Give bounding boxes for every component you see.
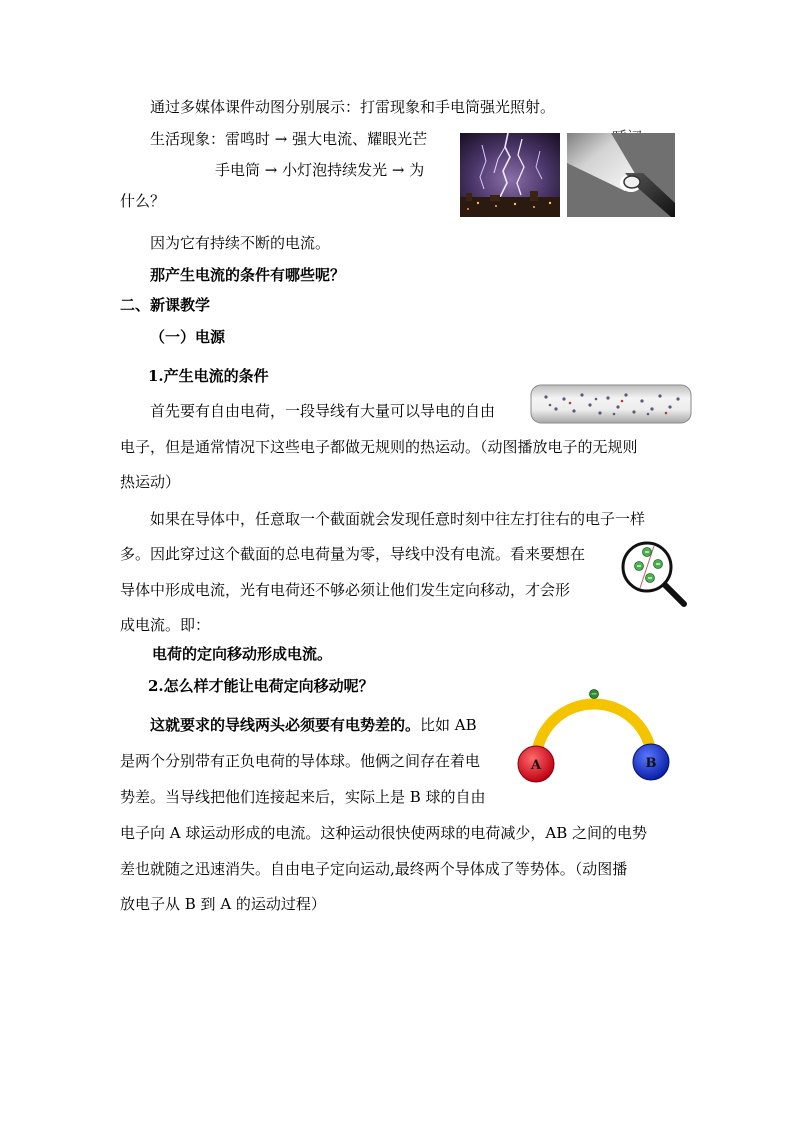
paragraph-potential-6: 放电子从 B 到 A 的运动过程） xyxy=(120,895,326,913)
paragraph-phenomena-1: 生活现象：雷鸣时 → 强大电流、耀眼光芒 xyxy=(150,130,428,148)
paragraph-free-charge-1: 首先要有自由电荷，一段导线有大量可以导电的自由 xyxy=(150,402,496,420)
paragraph-free-charge-3: 热运动） xyxy=(120,473,181,491)
paragraph-cross-section-3: 导体中形成电流，光有电荷还不够必须让他们发生定向移动，才会形 xyxy=(120,581,571,599)
flashlight-image xyxy=(567,133,675,217)
topic-heading-1: 1.产生电流的条件 xyxy=(148,367,269,385)
paragraph-cross-section-1: 如果在导体中，任意取一个截面就会发现任意时刻中往左打往右的电子一样 xyxy=(150,510,646,528)
paragraph-free-charge-2: 电子，但是通常情况下这些电子都做无规则的热运动。（动图播放电子的无规则 xyxy=(120,438,638,456)
conductor-tube-image xyxy=(530,383,692,425)
section-heading: 二、新课教学 xyxy=(120,296,211,314)
paragraph-cross-section-2: 多。因此穿过这个截面的总电荷量为零，导线中没有电流。看来要想在 xyxy=(120,545,586,563)
magnifier-image xyxy=(620,540,690,608)
ball-b-label: B xyxy=(645,756,657,771)
subsection-heading: （一）电源 xyxy=(150,328,226,346)
paragraph-intro: 通过多媒体课件动图分别展示：打雷现象和手电筒强光照射。 xyxy=(150,98,556,116)
paragraph-potential-2: 是两个分别带有正负电荷的导体球。他俩之间存在着电 xyxy=(120,752,481,770)
charged-spheres-diagram xyxy=(514,684,674,784)
paragraph-phenomena-3: 什么？ xyxy=(120,192,166,210)
paragraph-potential-4: 电子向 A 球运动形成的电流。这种运动很快使两球的电荷减少，AB 之间的电势 xyxy=(120,824,647,842)
paragraph-potential-5: 差也就随之迅速消失。自由电子定向运动,最终两个导体成了等势体。（动图播 xyxy=(120,860,628,878)
ball-a-label: A xyxy=(530,758,542,773)
connecting-wire xyxy=(536,704,652,762)
paragraph-potential-1 xyxy=(150,714,477,736)
paragraph-phenomena-2: 手电筒 → 小灯泡持续发光 → 为 xyxy=(215,161,425,179)
paragraph-potential-3: 势差。当导线把他们连接起来后，实际上是 B 球的自由 xyxy=(120,788,486,806)
potential-emphasis: 这就要求的导线两头必须要有电势差的。 xyxy=(150,716,421,734)
paragraph-definition: 电荷的定向移动形成电流。 xyxy=(152,645,333,663)
paragraph-question: 那产生电流的条件有哪些呢？ xyxy=(150,266,346,284)
topic-heading-2: 2.怎么样才能让电荷定向移动呢？ xyxy=(148,677,374,695)
paragraph-cross-section-4: 成电流。即： xyxy=(120,616,211,634)
potential-example: 比如 AB xyxy=(420,716,477,734)
electron-symbol: − xyxy=(590,689,598,699)
lightning-image xyxy=(460,133,560,217)
paragraph-answer: 因为它有持续不断的电流。 xyxy=(150,234,331,252)
